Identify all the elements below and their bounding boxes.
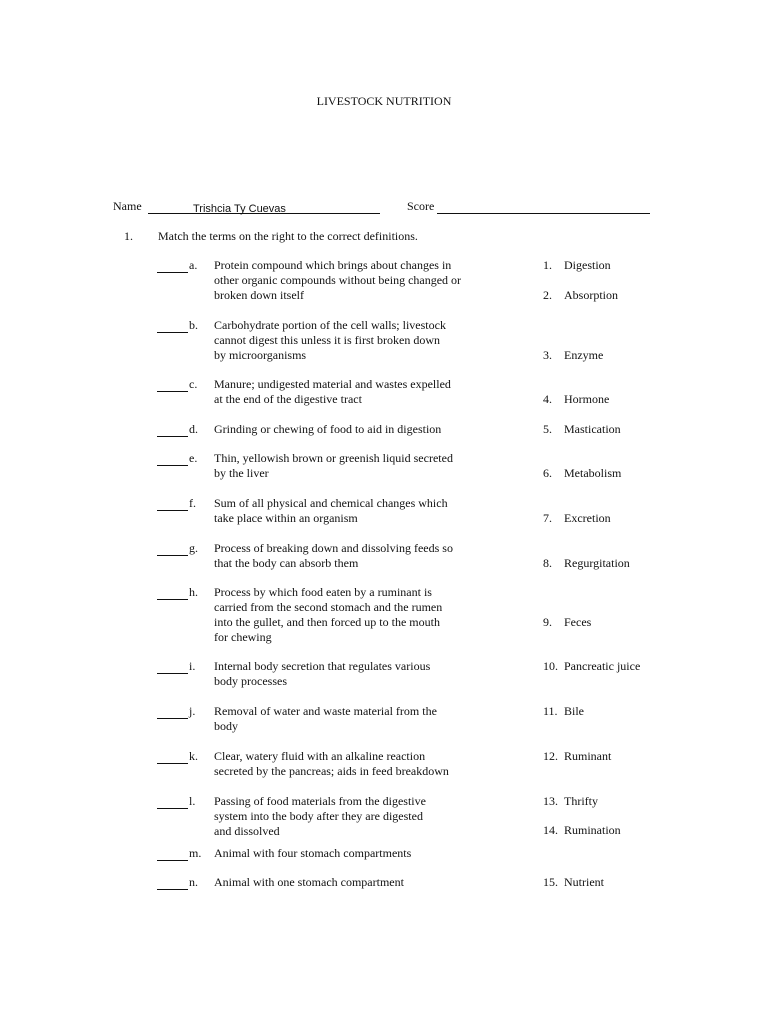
definition-letter-m: m. <box>157 846 201 861</box>
definition-i: Internal body secretion that regulates various body processes <box>214 659 431 688</box>
answer-blank-j[interactable] <box>157 706 188 719</box>
question-number: 1. <box>124 229 133 243</box>
definition-g: Process of breaking down and dissolving feeds so that the body can absorb them <box>214 541 453 570</box>
definition-m: Animal with four stomach compartments <box>214 846 412 860</box>
answer-blank-l[interactable] <box>157 796 188 809</box>
page-title: LIVESTOCK NUTRITION <box>316 94 452 108</box>
definition-letter-c: c. <box>157 377 197 392</box>
term-bile: Bile <box>564 704 584 718</box>
answer-blank-a[interactable] <box>157 260 188 273</box>
term-number: 8. <box>543 556 552 570</box>
definition-letter-b: b. <box>157 318 198 333</box>
term-absorption: Absorption <box>564 288 618 302</box>
definition-letter-h: h. <box>157 585 198 600</box>
score-label: Score <box>407 199 435 213</box>
term-number: 11. <box>543 704 558 718</box>
term-mastication: Mastication <box>564 422 621 436</box>
definition-e: Thin, yellowish brown or greenish liquid secreted by the liver <box>214 451 453 480</box>
definition-k: Clear, watery fluid with an alkaline reaction secreted by the pancreas; aids in feed breakdown <box>214 749 449 778</box>
term-metabolism: Metabolism <box>564 466 622 480</box>
definition-a: Protein compound which brings about changes in other organic compounds without being changed or broken down itself <box>214 258 462 302</box>
definition-letter-g: g. <box>157 541 198 556</box>
name-field[interactable] <box>148 199 380 214</box>
definition-letter-f: f. <box>157 496 196 511</box>
definition-letter-n: n. <box>157 875 198 890</box>
term-number: 6. <box>543 466 552 480</box>
term-feces: Feces <box>564 615 592 629</box>
term-rumination: Rumination <box>564 823 621 837</box>
term-number: 12. <box>543 749 558 763</box>
definition-j: Removal of water and waste material from the body <box>214 704 437 733</box>
name-label: Name <box>113 199 142 213</box>
definition-letter-a: a. <box>157 258 197 273</box>
term-number: 2. <box>543 288 552 302</box>
answer-blank-f[interactable] <box>157 498 188 511</box>
answer-blank-i[interactable] <box>157 661 188 674</box>
term-number: 13. <box>543 794 558 808</box>
question-instruction: Match the terms on the right to the correct definitions. <box>158 229 418 243</box>
definition-d: Grinding or chewing of food to aid in digestion <box>214 422 442 436</box>
name-value: Trishcia Ty Cuevas <box>193 203 286 215</box>
definition-letter-l: l. <box>157 794 195 809</box>
answer-blank-d[interactable] <box>157 424 188 437</box>
answer-blank-k[interactable] <box>157 751 188 764</box>
term-number: 10. <box>543 659 558 673</box>
answer-blank-e[interactable] <box>157 453 188 466</box>
answer-blank-c[interactable] <box>157 379 188 392</box>
term-excretion: Excretion <box>564 511 611 525</box>
term-number: 15. <box>543 875 558 889</box>
term-nutrient: Nutrient <box>564 875 604 889</box>
definition-letter-i: i. <box>157 659 195 674</box>
score-field[interactable] <box>437 199 650 214</box>
term-thrifty: Thrifty <box>564 794 598 808</box>
answer-blank-n[interactable] <box>157 877 188 890</box>
term-pancreatic-juice: Pancreatic juice <box>564 659 641 673</box>
definition-letter-k: k. <box>157 749 198 764</box>
definition-n: Animal with one stomach compartment <box>214 875 404 889</box>
term-digestion: Digestion <box>564 258 611 272</box>
definition-b: Carbohydrate portion of the cell walls; livestock cannot digest this unless it is first broken down by microorganisms <box>214 318 446 362</box>
term-ruminant: Ruminant <box>564 749 612 763</box>
term-number: 5. <box>543 422 552 436</box>
answer-blank-g[interactable] <box>157 543 188 556</box>
term-number: 9. <box>543 615 552 629</box>
definition-letter-j: j. <box>157 704 195 719</box>
term-enzyme: Enzyme <box>564 348 604 362</box>
term-number: 1. <box>543 258 552 272</box>
definition-h: Process by which food eaten by a ruminant is carried from the second stomach and the rumen into the gullet, and then forced up to the mouth for chewing <box>214 585 443 644</box>
term-regurgitation: Regurgitation <box>564 556 630 570</box>
answer-blank-b[interactable] <box>157 320 188 333</box>
definition-l: Passing of food materials from the digestive system into the body after they are digested and dissolved <box>214 794 426 838</box>
term-number: 3. <box>543 348 552 362</box>
term-number: 7. <box>543 511 552 525</box>
term-number: 14. <box>543 823 558 837</box>
definition-c: Manure; undigested material and wastes expelled at the end of the digestive tract <box>214 377 451 406</box>
definition-letter-e: e. <box>157 451 197 466</box>
definition-f: Sum of all physical and chemical changes which take place within an organism <box>214 496 448 525</box>
definition-letter-d: d. <box>157 422 198 437</box>
term-hormone: Hormone <box>564 392 610 406</box>
answer-blank-m[interactable] <box>157 848 188 861</box>
term-number: 4. <box>543 392 552 406</box>
answer-blank-h[interactable] <box>157 587 188 600</box>
